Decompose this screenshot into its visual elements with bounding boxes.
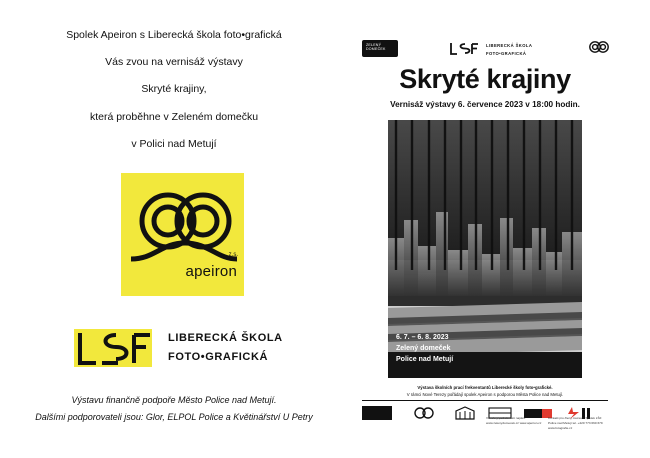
sponsor-logo [454, 406, 484, 422]
footer-left-text: Všechny podrobnosti najdeš: www.zelenydomecek.cz www.apeiron.cz [486, 416, 542, 426]
support-text [24, 392, 324, 426]
sponsor-logo [362, 406, 404, 422]
poster-note [340, 384, 630, 399]
invitation-line: Skryté krajiny, [141, 83, 207, 96]
poster-header [340, 28, 630, 62]
poster-title: Skryté krajiny [399, 64, 571, 94]
lsfg-line-1: LIBERECKÁ ŠKOLA [168, 332, 283, 344]
invitation-text [24, 28, 324, 151]
invitation-panel [24, 28, 324, 430]
lsfg-logo-block [72, 323, 292, 375]
caption-line: Zelený domeček [396, 345, 451, 353]
poster-lsfg-line-2: FOTO•GRAFICKÁ [486, 51, 527, 57]
invitation-line: která proběhne v Zeleném domečku [89, 110, 259, 123]
poster-lsfg-line-1: LIBERECKÁ ŠKOLA [486, 43, 533, 48]
poster-lsfg-wordmark [486, 42, 532, 59]
poster-photo-caption [396, 333, 453, 366]
apeiron-logo-icon [412, 406, 438, 420]
lsfg-wordmark [168, 329, 283, 368]
support-line: Výstavu finančně podpoře Město Police nad Metují. [71, 395, 277, 405]
lsfg-mark-icon [72, 325, 154, 371]
support-line: Dalšími podporovateli jsou: Glor, ELPOL Police a Květinářství U Petry [35, 412, 313, 423]
sponsor-logo [412, 406, 446, 422]
divider [362, 400, 608, 401]
poster-lsfg-logo [448, 38, 540, 60]
poster-photograph [388, 120, 582, 378]
zeleny-domecek-logo: ZELENÝ DOMEČEK [362, 40, 398, 57]
apeiron-infinity-icon [588, 40, 610, 54]
caption-line: Police nad Metují [396, 356, 454, 364]
poster-note-line-2: V rámci Nové Terezy pořádají spolek Apeiron s podporou Města Police nad Metují. [406, 392, 564, 398]
poster-note-line-1: Výstava školních prací frekventantů Liberecké školy foto•grafické. [417, 385, 553, 390]
invitation-line: Spolek Apeiron s Liberecká škola foto•grafická [66, 29, 282, 41]
poster-subtitle: Vernisáž výstavy 6. července 2023 v 18:00 hodin. [390, 100, 580, 109]
apeiron-suffix: z.s. [228, 252, 238, 258]
invitation-line: v Polici nad Metují [131, 137, 217, 150]
lsfg-mark-icon [448, 40, 480, 57]
lsfg-line-2: FOTO•GRAFICKÁ [168, 351, 269, 364]
caption-line: 6. 7. – 6. 8. 2023 [396, 334, 449, 342]
apeiron-wordmark: apeiron [185, 263, 237, 280]
poster [340, 28, 630, 430]
mesto-police-logo-icon [454, 406, 476, 420]
invitation-line: Vás zvou na vernisáž výstavy [105, 56, 243, 69]
footer-right-text: Kontakt pro členy muzeum Spolek LŠF Police nad Metují tel. +420 773 660 679 www.fotografie.cz [548, 416, 603, 431]
zeleny-domecek-logo-icon [362, 406, 392, 420]
apeiron-logo-block [121, 173, 244, 296]
